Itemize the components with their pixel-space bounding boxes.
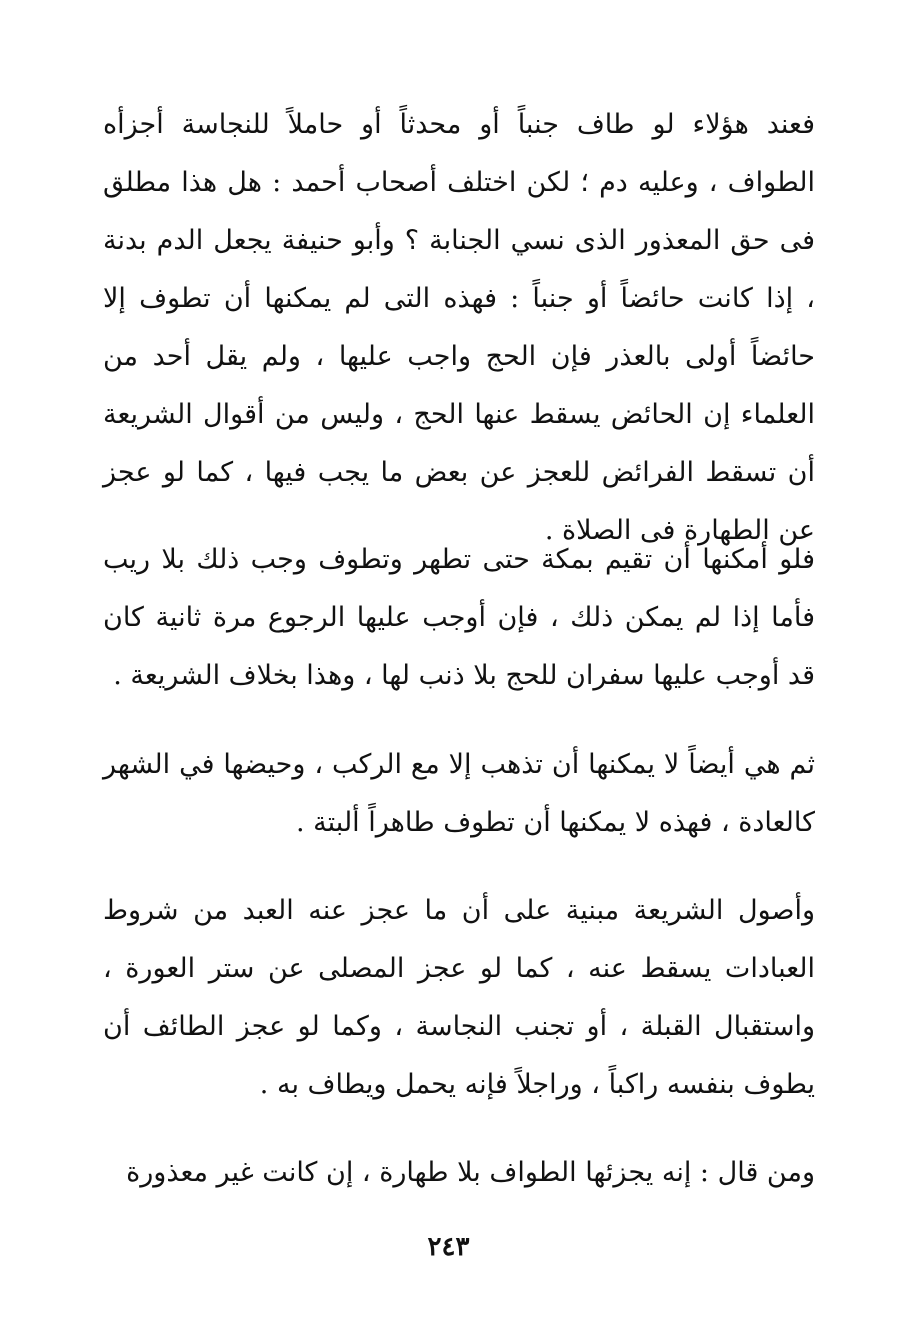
paragraph-5 — [103, 1144, 815, 1202]
page-number: ٢٤٣ — [427, 1232, 470, 1262]
paragraph-text: وأصول الشريعة مبنية على أن ما عجز عنه العبد من شروط العبادات يسقط عنه ، كما لو عجز المصلى عن ستر العورة ، واستقبال القبلة ، أو تجنب النجاسة ، وكما لو عجز الطائف أن يطوف بنفسه راكباً ، وراجلاً فإنه يحمل ويطاف به . — [103, 895, 815, 1100]
paragraph-2 — [103, 531, 815, 705]
paragraph-1 — [103, 96, 815, 560]
paragraph-text: ثم هي أيضاً لا يمكنها أن تذهب إلا مع الركب ، وحيضها في الشهر كالعادة ، فهذه لا يمكنها أن تطوف طاهراً ألبتة . — [103, 749, 815, 838]
paragraph-text: فعند هؤلاء لو طاف جنباً أو محدثاً أو حاملاً للنجاسة أجزأه الطواف ، وعليه دم ؛ لكن اختلف أصحاب أحمد : هل هذا مطلق فى حق المعذور الذى نسي الجنابة ؟ وأبو حنيفة يجعل الدم بدنة ، إذا كانت حائضاً أو جنباً : فهذه التى لم يمكنها أن تطوف إلا حائضاً أولى بالعذر فإن الحج واجب عليها ، ولم يقل أحد من العلماء إن الحائض يسقط عنها الحج ، وليس من أقوال الشريعة أن تسقط الفرائض للعجز عن بعض ما يجب فيها ، كما لو عجز عن الطهارة فى الصلاة . — [103, 109, 815, 546]
paragraph-4 — [103, 882, 815, 1114]
paragraph-text: ومن قال : إنه يجزئها الطواف بلا طهارة ، إن كانت غير معذورة — [126, 1157, 815, 1188]
paragraph-3 — [103, 736, 815, 852]
paragraph-text: فلو أمكنها أن تقيم بمكة حتى تطهر وتطوف وجب ذلك بلا ريب فأما إذا لم يمكن ذلك ، فإن أوجب عليها الرجوع مرة ثانية كان قد أوجب عليها سفران للحج بلا ذنب لها ، وهذا بخلاف الشريعة . — [103, 544, 815, 691]
